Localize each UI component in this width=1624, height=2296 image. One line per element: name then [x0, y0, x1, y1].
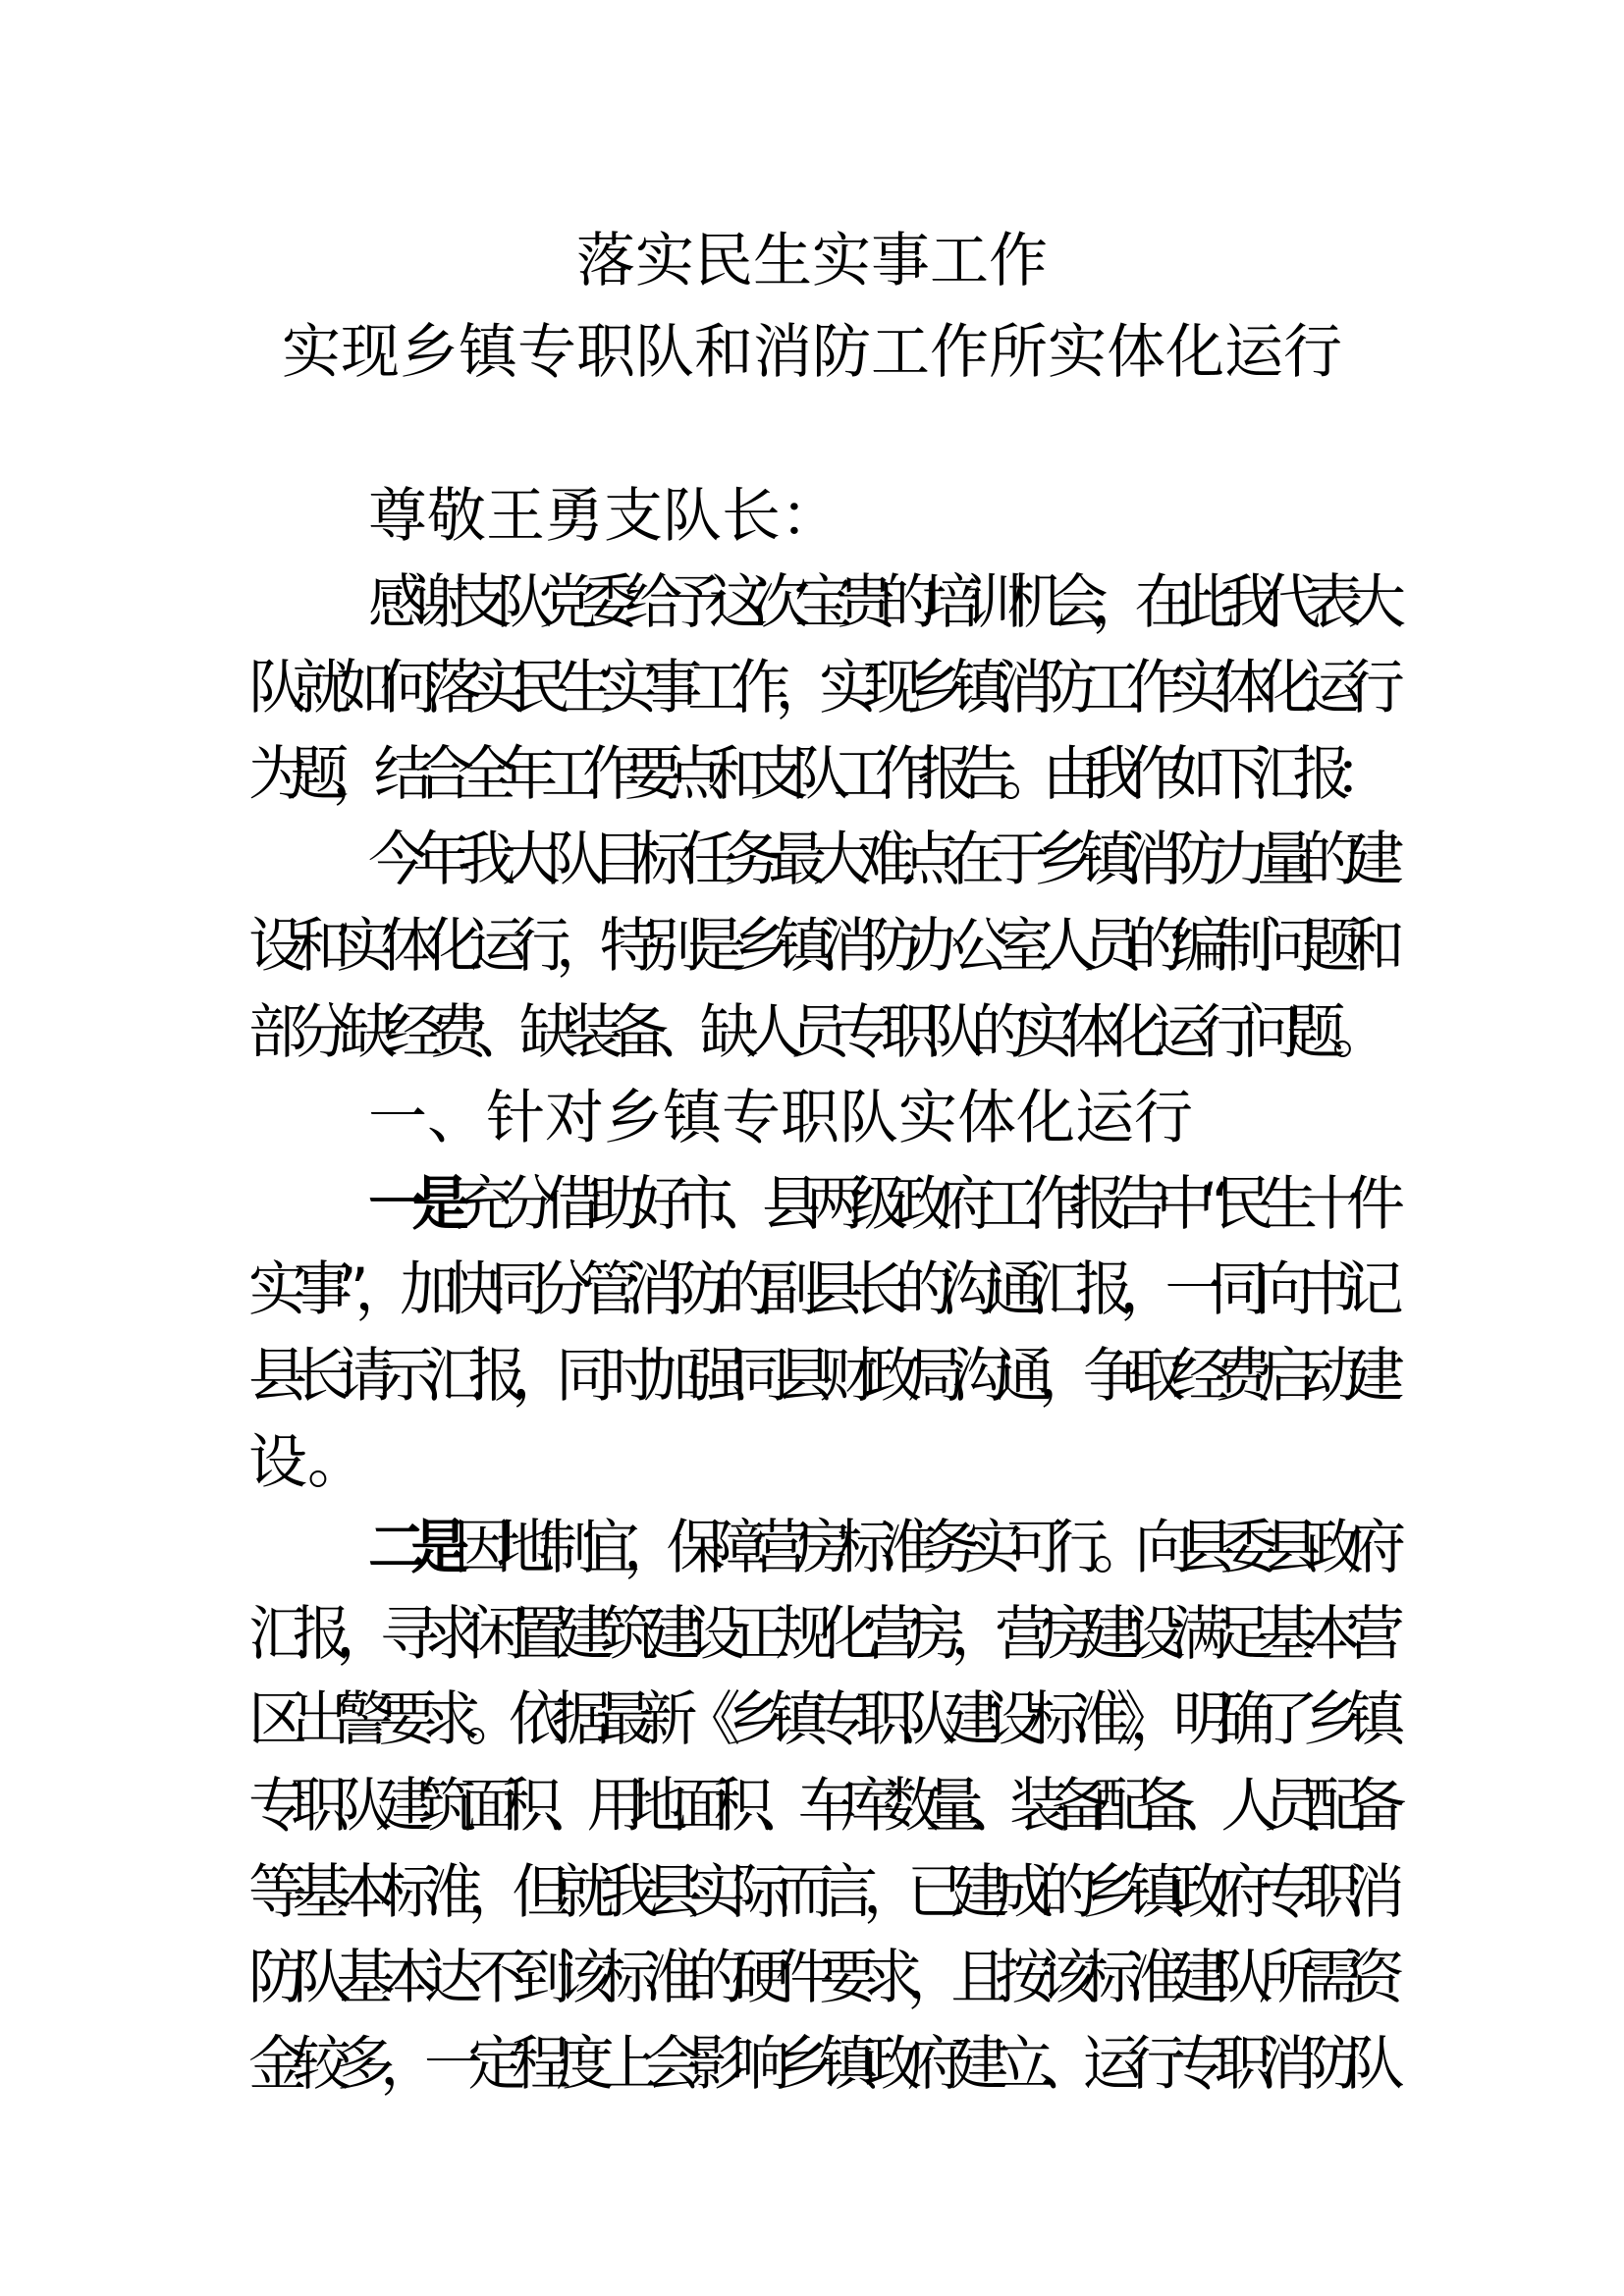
text-line [248, 1162, 1389, 1249]
text-line [248, 1248, 1389, 1334]
line-content [248, 740, 1377, 809]
bold-lead: 一是 [368, 1169, 457, 1239]
line-text: 今年我大队目标任务最大难点在于乡镇消防力量的建 [368, 826, 1389, 895]
line-content [368, 1514, 1389, 1582]
line-text: 设。 [248, 1427, 366, 1497]
text-line [248, 1764, 1389, 1850]
document-title-line-2: 实现乡镇专职队和消防工作所实体化运行 [282, 318, 1342, 387]
line-text: 等基本标准，但就我县实际而言，已建成的乡镇政府专职消 [248, 1857, 1389, 1927]
line-content [368, 482, 839, 551]
text-line [248, 904, 1389, 990]
document-title-line-1: 落实民生实事工作 [576, 227, 1048, 295]
line-text: 感谢支队党委给予这次宝贵的培训机会，在此我代表大 [368, 567, 1389, 637]
text-line [248, 990, 1389, 1077]
line-text: 区出警要求。依据最新《乡镇专职队建设标准》，明确了乡镇 [248, 1685, 1389, 1755]
line-content [248, 1772, 1389, 1841]
line-text: 专职队建筑面积、用地面积、车库数量、装备配备、人员配备 [248, 1771, 1389, 1841]
text-line [248, 1334, 1389, 1420]
line-text: 县长请示汇报，同时加强同县财政局沟通，争取经费启动建 [248, 1341, 1389, 1411]
line-text: 金较多，一定程度上会影响乡镇政府建立、运行专职消防队 [248, 2029, 1389, 2099]
document-body [248, 474, 1389, 2108]
text-line [248, 646, 1389, 732]
text-line [248, 561, 1389, 647]
text-line [248, 1076, 1389, 1162]
line-content [248, 1428, 366, 1497]
text-line [248, 732, 1389, 819]
line-text: 一、针对乡镇专职队实体化运行 [368, 1084, 1193, 1153]
text-line [248, 474, 1389, 561]
line-text: 队就如何落实民生实事工作，实现乡镇消防工作实体化运行 [248, 654, 1389, 723]
line-text: 设和实体化运行，特别是乡镇消防办公室人员的编制问题和 [248, 911, 1389, 981]
text-line [248, 1678, 1389, 1764]
line-content [248, 1255, 1389, 1324]
line-content [248, 998, 1378, 1067]
line-content [248, 1685, 1389, 1754]
line-content [368, 1084, 1193, 1152]
line-content [248, 1944, 1389, 2012]
line-text: 防队基本达不到该标准的硬件要求，且按该标准建队所需资 [248, 1944, 1389, 2013]
text-line [248, 1936, 1389, 2022]
text-line [248, 1592, 1389, 1679]
line-content [248, 2030, 1389, 2099]
text-line [248, 1850, 1389, 1937]
line-content [368, 1170, 1389, 1239]
line-content [248, 1342, 1389, 1411]
line-text: 实事”，加快同分管消防的副县长的沟通汇报，一同向书记 [248, 1255, 1389, 1325]
line-content [248, 1600, 1389, 1669]
line-text: 尊敬王勇支队长： [368, 482, 839, 551]
line-text: 部分缺经费、缺装备、缺人员专职队的实体化运行问题。 [248, 997, 1378, 1067]
text-line [248, 818, 1389, 904]
text-line [248, 1420, 1389, 1507]
line-content [248, 1858, 1389, 1927]
line-text: 为题，结合全年工作要点和支队工作报告。由我作如下汇报： [248, 739, 1377, 809]
line-text: 因地制宜，保障营房标准务实可行。向县委县政府 [453, 1514, 1389, 1583]
line-content [368, 568, 1389, 637]
bold-lead: 二是 [368, 1514, 454, 1583]
line-content [248, 654, 1389, 722]
line-content [248, 912, 1389, 981]
line-content [368, 826, 1389, 894]
text-line [248, 1506, 1389, 1592]
text-line [248, 2022, 1389, 2109]
line-text: 充分借助好市、县两级政府工作报告中“民生十件 [456, 1169, 1389, 1239]
line-text: 汇报，寻求闲置建筑建设正规化营房，营房建设满足基本营 [248, 1599, 1389, 1669]
